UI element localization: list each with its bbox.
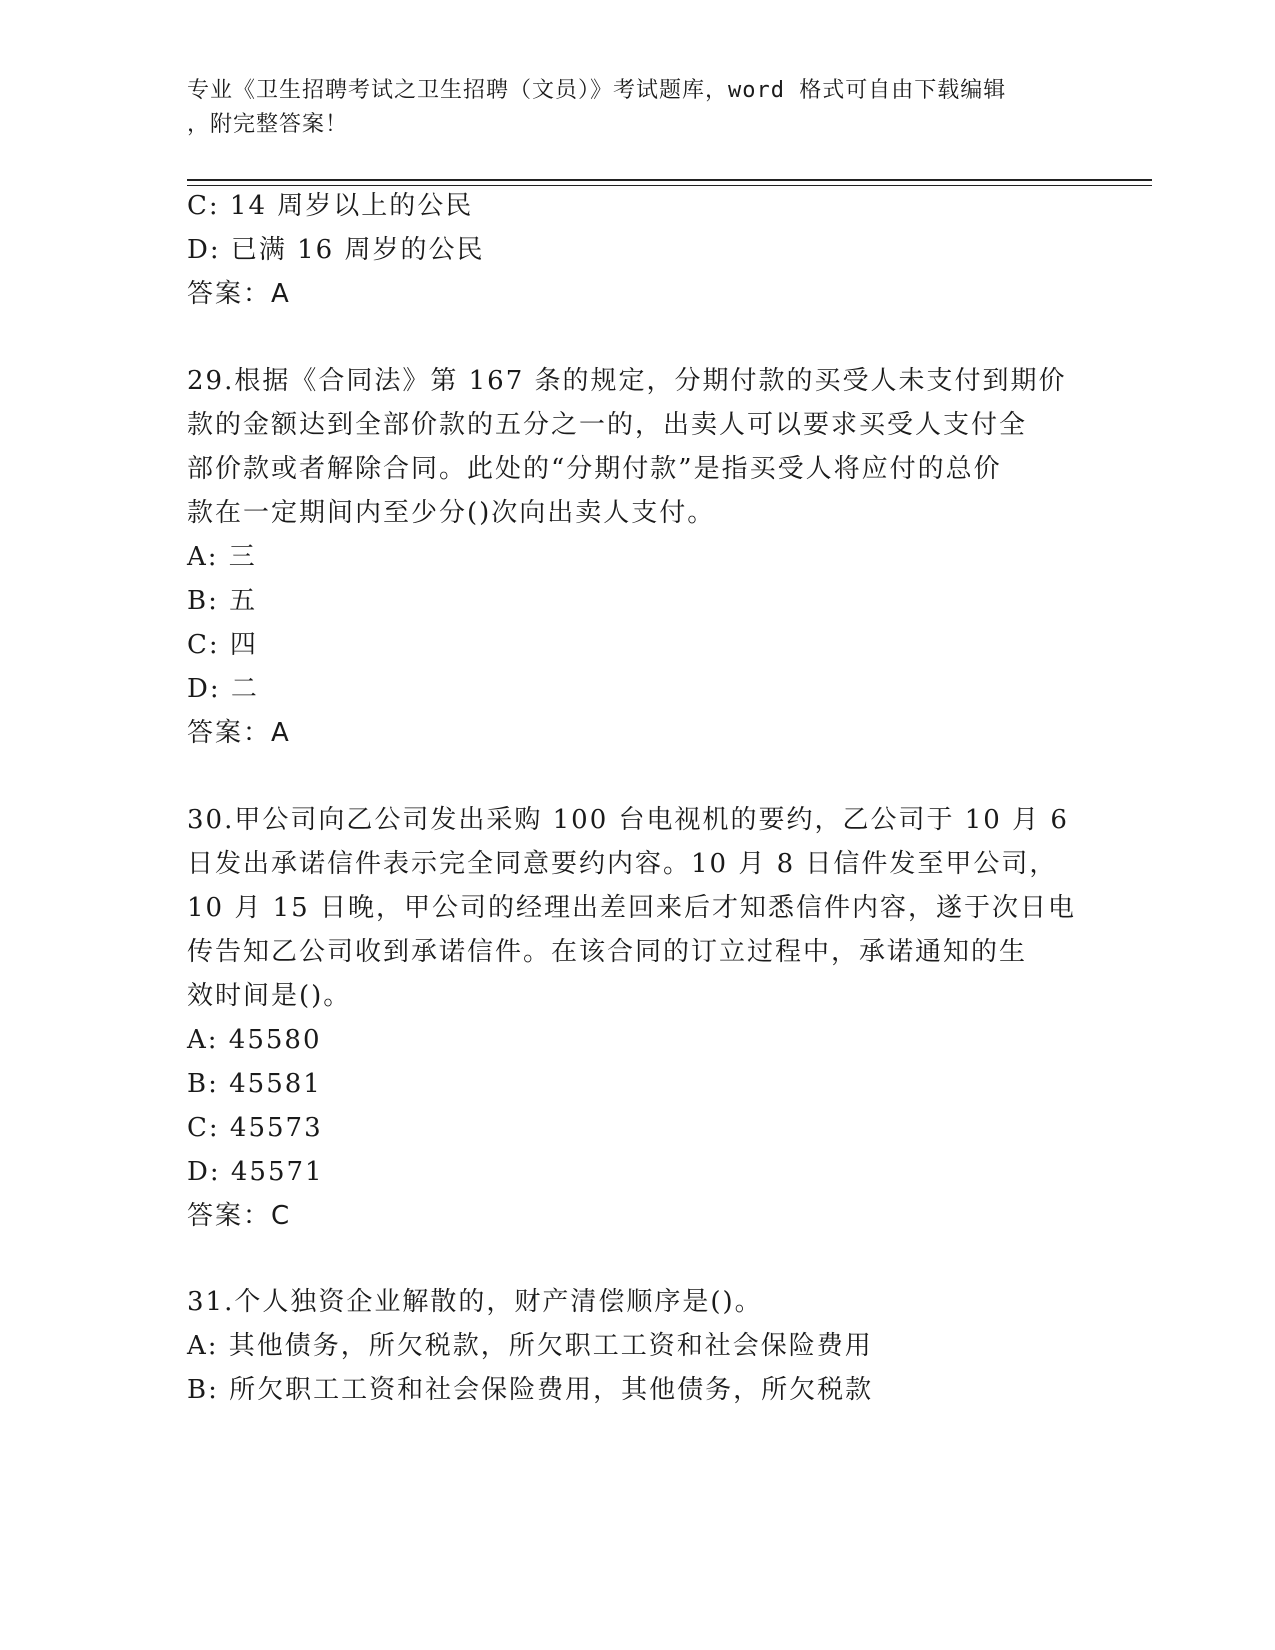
q31-option-b: B: 所欠职工工资和社会保险费用，其他债务，所欠税款 [187, 1375, 874, 1405]
q30-answer: 答案：C [187, 1201, 292, 1231]
q30-stem-line-3: 10 月 15 日晚，甲公司的经理出差回来后才知悉信件内容，遂于次日电 [187, 893, 1076, 923]
header-line-1: 专业《卫生招聘考试之卫生招聘（文员）》考试题库，word 格式可自由下载编辑 [187, 78, 1007, 103]
q29-option-b: B: 五 [187, 586, 258, 616]
prev-option-c: C: 14 周岁以上的公民 [187, 191, 474, 221]
q30-option-a: A: 45580 [187, 1025, 322, 1055]
prev-option-d: D: 已满 16 周岁的公民 [187, 235, 485, 265]
q29-stem-line-1: 29.根据《合同法》第 167 条的规定，分期付款的买受人未支付到期价 [187, 366, 1067, 396]
q29-answer: 答案：A [187, 718, 291, 748]
q30-stem-line-1: 30.甲公司向乙公司发出采购 100 台电视机的要约，乙公司于 10 月 6 [187, 805, 1069, 835]
q30-option-c: C: 45573 [187, 1113, 323, 1143]
q30-option-b: B: 45581 [187, 1069, 322, 1099]
header-rule-thick [187, 179, 1152, 181]
q29-option-a: A: 三 [187, 542, 257, 572]
q29-stem-line-3: 部价款或者解除合同。此处的“分期付款”是指买受人将应付的总价 [187, 454, 1002, 484]
q29-option-d: D: 二 [187, 674, 259, 704]
q29-option-c: C: 四 [187, 630, 258, 660]
q29-stem-line-2: 款的金额达到全部价款的五分之一的，出卖人可以要求买受人支付全 [187, 410, 1028, 440]
q30-stem-line-5: 效时间是()。 [187, 981, 352, 1011]
header-rule-thin [187, 185, 1152, 186]
document-header [187, 74, 1087, 142]
header-line-2: ，附完整答案！ [187, 112, 349, 137]
q30-stem-line-4: 传告知乙公司收到承诺信件。在该合同的订立过程中，承诺通知的生 [187, 937, 1028, 967]
prev-answer: 答案：A [187, 279, 291, 309]
q30-option-d: D: 45571 [187, 1157, 324, 1187]
q29-stem-line-4: 款在一定期间内至少分()次向出卖人支付。 [187, 498, 716, 528]
q30-stem-line-2: 日发出承诺信件表示完全同意要约内容。10 月 8 日信件发至甲公司， [187, 849, 1058, 879]
q31-option-a: A: 其他债务，所欠税款，所欠职工工资和社会保险费用 [187, 1331, 873, 1361]
q31-stem-line-1: 31.个人独资企业解散的，财产清偿顺序是()。 [187, 1287, 763, 1317]
